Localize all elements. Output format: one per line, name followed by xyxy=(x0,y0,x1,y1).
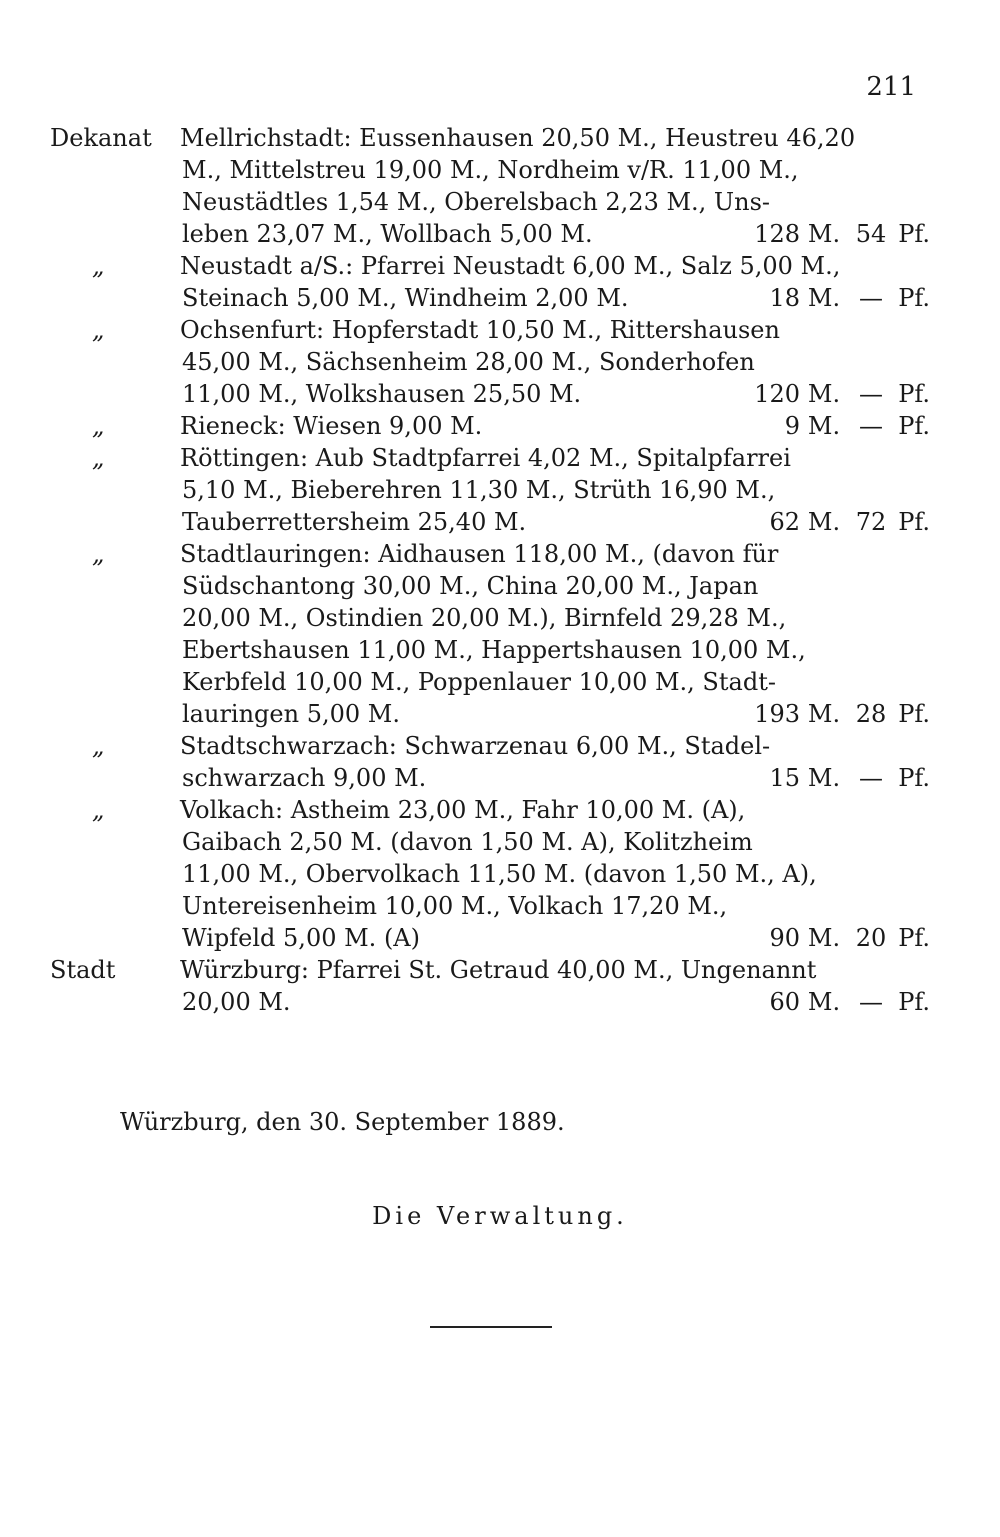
entry-text: 20,00 M., Ostindien 20,00 M.), Birnfeld 29,28 M., xyxy=(182,604,787,632)
entry-amount xyxy=(752,506,930,538)
entry-line xyxy=(50,858,930,890)
amount-pfennig: — xyxy=(859,284,883,312)
amount-pfennig: 72 xyxy=(855,508,887,536)
entry-text: Tauberrettersheim 25,40 M. xyxy=(182,508,527,536)
donation-list xyxy=(50,122,930,1018)
entry-text: Stadtlauringen: Aidhausen 118,00 M., (davon für xyxy=(180,540,779,568)
entry xyxy=(50,122,930,250)
amount-pfennig-unit: Pf. xyxy=(898,988,930,1016)
entry-prefix: „ xyxy=(92,316,105,344)
amount-mark-unit: M. xyxy=(807,508,841,536)
amount-pfennig-unit: Pf. xyxy=(898,764,930,792)
entry-line xyxy=(50,570,930,602)
entry-text: Gaibach 2,50 M. (davon 1,50 M. A), Kolitzheim xyxy=(182,828,753,856)
entry-text: lauringen 5,00 M. xyxy=(182,700,400,728)
amount-pfennig: 54 xyxy=(855,220,887,248)
entry-line xyxy=(50,282,930,314)
entry xyxy=(50,794,930,954)
entry-line xyxy=(50,698,930,730)
entry xyxy=(50,250,930,314)
amount-marks: 120 xyxy=(754,380,800,408)
entry-line xyxy=(50,186,930,218)
amount-marks: 60 xyxy=(769,988,800,1016)
page-number: 211 xyxy=(866,72,916,102)
entry-prefix: Stadt xyxy=(50,956,116,984)
entry-text: Ochsenfurt: Hopferstadt 10,50 M., Rittershausen xyxy=(180,316,780,344)
entry-line xyxy=(50,474,930,506)
entry-text: M., Mittelstreu 19,00 M., Nordheim v/R. 11,00 M., xyxy=(182,156,799,184)
entry-line xyxy=(50,218,930,250)
amount-pfennig-unit: Pf. xyxy=(898,700,930,728)
entry-amount xyxy=(752,922,930,954)
entry-amount xyxy=(752,762,930,794)
amount-mark-unit: M. xyxy=(807,700,841,728)
entry-text: Rieneck: Wiesen 9,00 M. xyxy=(180,412,483,440)
signature-line: Die Verwaltung. xyxy=(372,1202,628,1230)
amount-pfennig-unit: Pf. xyxy=(898,412,930,440)
entry-line xyxy=(50,922,930,954)
amount-mark-unit: M. xyxy=(807,220,841,248)
closing-rule xyxy=(430,1326,552,1328)
amount-pfennig-unit: Pf. xyxy=(898,508,930,536)
entry-prefix: Dekanat xyxy=(50,124,152,152)
entry-text: 5,10 M., Bieberehren 11,30 M., Strüth 16,90 M., xyxy=(182,476,776,504)
amount-pfennig: — xyxy=(859,380,883,408)
entry-line xyxy=(50,122,930,154)
entry-text: Neustadt a/S.: Pfarrei Neustadt 6,00 M., Salz 5,00 M., xyxy=(180,252,841,280)
entry-prefix: „ xyxy=(92,796,105,824)
entry-line xyxy=(50,154,930,186)
entry-amount xyxy=(752,378,930,410)
entry xyxy=(50,442,930,538)
entry-text: Untereisenheim 10,00 M., Volkach 17,20 M., xyxy=(182,892,728,920)
entry-line xyxy=(50,954,930,986)
entry-text: Neustädtles 1,54 M., Oberelsbach 2,23 M., Uns- xyxy=(182,188,771,216)
amount-marks: 15 xyxy=(769,764,800,792)
entry-amount xyxy=(752,698,930,730)
entry-line xyxy=(50,666,930,698)
entry-text: Ebertshausen 11,00 M., Happertshausen 10,00 M., xyxy=(182,636,806,664)
entry-line xyxy=(50,250,930,282)
place-date-line: Würzburg, den 30. September 1889. xyxy=(120,1108,565,1136)
amount-mark-unit: M. xyxy=(807,924,841,952)
entry-text: 11,00 M., Wolkshausen 25,50 M. xyxy=(182,380,582,408)
entry-text: Kerbfeld 10,00 M., Poppenlauer 10,00 M., Stadt- xyxy=(182,668,776,696)
amount-pfennig: 20 xyxy=(855,924,887,952)
entry-line xyxy=(50,890,930,922)
entry-text: leben 23,07 M., Wollbach 5,00 M. xyxy=(182,220,593,248)
entry-prefix: „ xyxy=(92,444,105,472)
entry-line xyxy=(50,634,930,666)
entry-text: schwarzach 9,00 M. xyxy=(182,764,427,792)
entry-line xyxy=(50,314,930,346)
entry-text: Röttingen: Aub Stadtpfarrei 4,02 M., Spitalpfarrei xyxy=(180,444,791,472)
amount-pfennig: 28 xyxy=(855,700,887,728)
entry-amount xyxy=(752,282,930,314)
amount-marks: 18 xyxy=(769,284,800,312)
entry-line xyxy=(50,538,930,570)
amount-pfennig: — xyxy=(859,988,883,1016)
entry-prefix: „ xyxy=(92,252,105,280)
entry xyxy=(50,314,930,410)
entry xyxy=(50,538,930,730)
entry-line xyxy=(50,826,930,858)
entry-line xyxy=(50,986,930,1018)
amount-mark-unit: M. xyxy=(807,284,841,312)
amount-mark-unit: M. xyxy=(807,380,841,408)
entry-text: Wipfeld 5,00 M. (A) xyxy=(182,924,420,952)
entry-line xyxy=(50,794,930,826)
amount-pfennig-unit: Pf. xyxy=(898,924,930,952)
entry-text: 11,00 M., Obervolkach 11,50 M. (davon 1,50 M., A), xyxy=(182,860,817,888)
entry-line xyxy=(50,378,930,410)
entry-amount xyxy=(752,986,930,1018)
amount-marks: 193 xyxy=(754,700,800,728)
entry-text: 45,00 M., Sächsenheim 28,00 M., Sonderhofen xyxy=(182,348,755,376)
amount-pfennig-unit: Pf. xyxy=(898,380,930,408)
entry-amount xyxy=(752,218,930,250)
entry-text: 20,00 M. xyxy=(182,988,291,1016)
entry-text: Würzburg: Pfarrei St. Getraud 40,00 M., Ungenannt xyxy=(180,956,817,984)
amount-marks: 9 xyxy=(784,412,800,440)
amount-mark-unit: M. xyxy=(807,412,841,440)
entry-line xyxy=(50,762,930,794)
entry-prefix: „ xyxy=(92,732,105,760)
amount-mark-unit: M. xyxy=(807,988,841,1016)
amount-pfennig-unit: Pf. xyxy=(898,284,930,312)
amount-pfennig-unit: Pf. xyxy=(898,220,930,248)
amount-marks: 62 xyxy=(769,508,800,536)
amount-marks: 128 xyxy=(754,220,800,248)
entry-prefix: „ xyxy=(92,540,105,568)
amount-marks: 90 xyxy=(769,924,800,952)
entry-text: Südschantong 30,00 M., China 20,00 M., Japan xyxy=(182,572,759,600)
entry xyxy=(50,730,930,794)
entry xyxy=(50,954,930,1018)
entry-text: Stadtschwarzach: Schwarzenau 6,00 M., Stadel- xyxy=(180,732,771,760)
entry-line xyxy=(50,442,930,474)
amount-pfennig: — xyxy=(859,412,883,440)
entry-amount xyxy=(752,410,930,442)
entry xyxy=(50,410,930,442)
entry-text: Steinach 5,00 M., Windheim 2,00 M. xyxy=(182,284,629,312)
amount-pfennig: — xyxy=(859,764,883,792)
entry-line xyxy=(50,506,930,538)
entry-line xyxy=(50,346,930,378)
entry-line xyxy=(50,410,930,442)
entry-text: Mellrichstadt: Eussenhausen 20,50 M., Heustreu 46,20 xyxy=(180,124,856,152)
entry-line xyxy=(50,730,930,762)
entry-prefix: „ xyxy=(92,412,105,440)
entry-text: Volkach: Astheim 23,00 M., Fahr 10,00 M. (A), xyxy=(180,796,746,824)
entry-line xyxy=(50,602,930,634)
amount-mark-unit: M. xyxy=(807,764,841,792)
